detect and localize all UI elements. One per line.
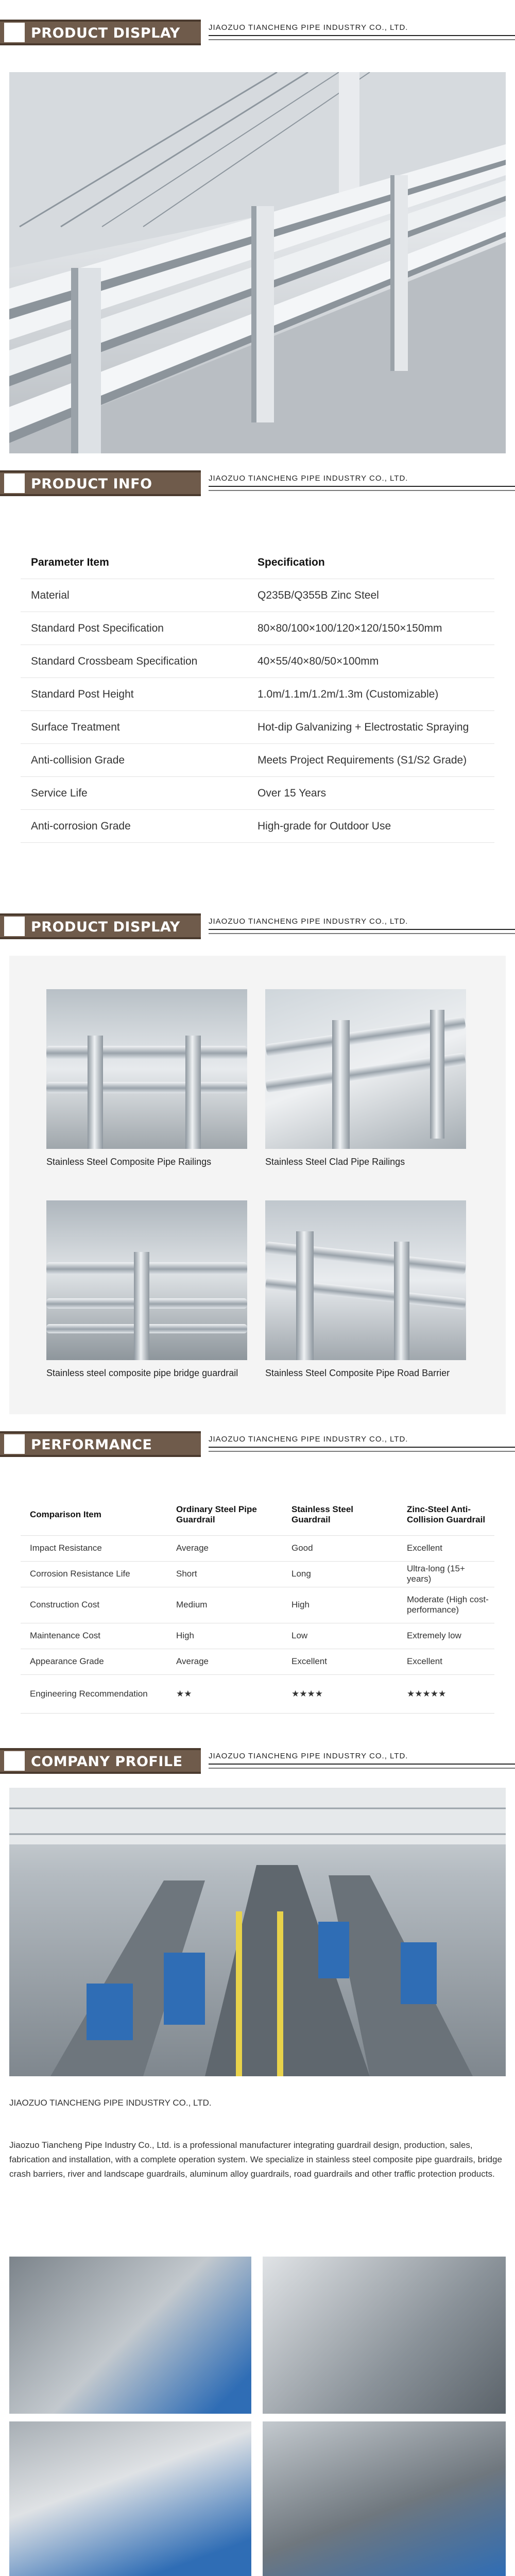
perf-cell: Moderate (High cost-performance) — [398, 1587, 494, 1623]
post — [394, 1242, 409, 1360]
perf-row — [21, 1649, 494, 1674]
spec-param: Standard Post Height — [21, 678, 247, 711]
spec-row — [21, 711, 494, 744]
banner-title-bar — [0, 913, 201, 939]
banner-square-icon — [4, 473, 25, 493]
rail — [265, 1278, 466, 1310]
perf-cell: Impact Resistance — [21, 1535, 167, 1561]
perf-row — [21, 1674, 494, 1713]
perf-cell: Low — [282, 1623, 398, 1649]
banner-title: PRODUCT DISPLAY — [31, 25, 180, 41]
perf-cell: Ultra-long (15+ years) — [398, 1561, 494, 1587]
perf-header-cell: Comparison Item — [21, 1494, 167, 1535]
perf-header-cell: Zinc-Steel Anti-Collision Guardrail — [398, 1494, 494, 1535]
perf-cell: Extremely low — [398, 1623, 494, 1649]
spec-table — [21, 546, 494, 843]
perf-row — [21, 1587, 494, 1623]
factory-drawing — [9, 1788, 506, 2076]
perf-cell: Excellent — [282, 1649, 398, 1674]
gallery-caption-3: Stainless steel composite pipe bridge guardrail — [46, 1368, 238, 1378]
perf-row — [21, 1623, 494, 1649]
banner-square-icon — [4, 917, 25, 936]
gallery-photo-4 — [265, 1200, 466, 1360]
perf-cell: Average — [167, 1649, 282, 1674]
spec-row — [21, 612, 494, 645]
spec-value: Q235B/Q355B Zinc Steel — [247, 579, 494, 612]
gallery-caption-1: Stainless Steel Composite Pipe Railings — [46, 1157, 212, 1167]
banner-title-bar — [0, 1748, 201, 1774]
spec-param: Standard Post Specification — [21, 612, 247, 645]
section-banner-info — [0, 466, 515, 500]
profile-heading: JIAOZUO TIANCHENG PIPE INDUSTRY CO., LTD. — [9, 2098, 212, 2108]
rail — [46, 1082, 247, 1093]
banner-rule — [209, 1447, 515, 1452]
banner-square-icon — [4, 23, 25, 42]
perf-cell: Long — [282, 1561, 398, 1587]
perf-cell: Good — [282, 1535, 398, 1561]
perf-cell: Average — [167, 1535, 282, 1561]
hero-photo-bridge-railing — [9, 72, 506, 453]
spec-param: Anti-corrosion Grade — [21, 810, 247, 843]
hero-railing-drawing — [9, 72, 506, 453]
rail — [46, 1046, 247, 1059]
banner-title: PERFORMANCE — [31, 1437, 152, 1453]
spec-header-cell: Specification — [247, 546, 494, 579]
spec-value: 40×55/40×80/50×100mm — [247, 645, 494, 678]
banner-company: JIAOZUO TIANCHENG PIPE INDUSTRY CO., LTD. — [209, 1752, 408, 1760]
banner-square-icon — [4, 1434, 25, 1454]
banner-company: JIAOZUO TIANCHENG PIPE INDUSTRY CO., LTD. — [209, 474, 408, 483]
perf-cell: ★★★★★ — [398, 1674, 494, 1713]
perf-cell: High — [167, 1623, 282, 1649]
banner-rule — [209, 486, 515, 491]
banner-title-bar — [0, 20, 201, 45]
perf-cell: Excellent — [398, 1535, 494, 1561]
gallery-caption-4: Stainless Steel Composite Pipe Road Barrier — [265, 1368, 450, 1378]
factory-grid-photo-4 — [263, 2421, 506, 2576]
banner-title: PRODUCT INFO — [31, 476, 152, 492]
factory-photo-main — [9, 1788, 506, 2076]
post — [332, 1020, 350, 1149]
perf-cell: ★★★★ — [282, 1674, 398, 1713]
spec-param: Standard Crossbeam Specification — [21, 645, 247, 678]
banner-company: JIAOZUO TIANCHENG PIPE INDUSTRY CO., LTD. — [209, 917, 408, 926]
spec-param: Surface Treatment — [21, 711, 247, 744]
rail — [265, 1242, 466, 1275]
perf-cell: Short — [167, 1561, 282, 1587]
perf-cell: Corrosion Resistance Life — [21, 1561, 167, 1587]
spec-value: Over 15 Years — [247, 777, 494, 810]
spec-param: Anti-collision Grade — [21, 744, 247, 777]
perf-cell: Maintenance Cost — [21, 1623, 167, 1649]
spec-param: Material — [21, 579, 247, 612]
section-banner-profile — [0, 1744, 515, 1778]
spec-header-row — [21, 546, 494, 579]
perf-row — [21, 1561, 494, 1587]
spec-param: Service Life — [21, 777, 247, 810]
perf-cell: Excellent — [398, 1649, 494, 1674]
perf-header-cell: Stainless Steel Guardrail — [282, 1494, 398, 1535]
spec-value: 1.0m/1.1m/1.2m/1.3m (Customizable) — [247, 678, 494, 711]
factory-grid-photo-2 — [263, 2257, 506, 2414]
perf-row — [21, 1535, 494, 1561]
spec-value: Meets Project Requirements (S1/S2 Grade) — [247, 744, 494, 777]
perf-cell: Medium — [167, 1587, 282, 1623]
perf-cell: Engineering Recommendation — [21, 1674, 167, 1713]
post — [430, 1010, 444, 1139]
gallery-caption-2: Stainless Steel Clad Pipe Railings — [265, 1157, 405, 1167]
perf-cell: ★★ — [167, 1674, 282, 1713]
post — [185, 1036, 201, 1149]
perf-header-row — [21, 1494, 494, 1535]
spec-row — [21, 645, 494, 678]
banner-rule — [209, 35, 515, 40]
spec-value: 80×80/100×100/120×120/150×150mm — [247, 612, 494, 645]
factory-grid-photo-1 — [9, 2257, 251, 2414]
profile-intro: Jiaozuo Tiancheng Pipe Industry Co., Ltd. is a professional manufacturer integrating guardrail design, production, sales, fabrication and installation, with a complete operation system. We specialize in stainless steel composite pipe guardrails, bridge crash barriers, river and landscape guardrails, aluminum alloy guardrails, road guardrails and other traffic protection products. — [9, 2140, 502, 2179]
gallery-photo-1 — [46, 989, 247, 1149]
performance-table — [21, 1494, 494, 1714]
gallery-photo-2 — [265, 989, 466, 1149]
perf-cell: Appearance Grade — [21, 1649, 167, 1674]
banner-rule — [209, 929, 515, 934]
section-banner-display-2 — [0, 909, 515, 943]
banner-title-bar — [0, 1431, 201, 1457]
spec-value: Hot-dip Galvanizing + Electrostatic Spraying — [247, 711, 494, 744]
perf-cell: Construction Cost — [21, 1587, 167, 1623]
post — [134, 1252, 149, 1360]
banner-title: COMPANY PROFILE — [31, 1754, 183, 1770]
spec-row — [21, 744, 494, 777]
banner-title: PRODUCT DISPLAY — [31, 919, 180, 935]
spec-header-cell: Parameter Item — [21, 546, 247, 579]
banner-rule — [209, 1764, 515, 1769]
section-banner-performance — [0, 1427, 515, 1461]
spec-row — [21, 810, 494, 843]
spec-row — [21, 678, 494, 711]
factory-grid-photo-3 — [9, 2421, 251, 2576]
post — [296, 1231, 314, 1360]
banner-company: JIAOZUO TIANCHENG PIPE INDUSTRY CO., LTD. — [209, 23, 408, 32]
banner-square-icon — [4, 1751, 25, 1771]
banner-title-bar — [0, 470, 201, 496]
perf-header-cell: Ordinary Steel Pipe Guardrail — [167, 1494, 282, 1535]
perf-cell: High — [282, 1587, 398, 1623]
spec-row — [21, 579, 494, 612]
post — [88, 1036, 103, 1149]
section-banner-display — [0, 15, 515, 49]
spec-row — [21, 777, 494, 810]
spec-value: High-grade for Outdoor Use — [247, 810, 494, 843]
banner-company: JIAOZUO TIANCHENG PIPE INDUSTRY CO., LTD. — [209, 1435, 408, 1444]
gallery-photo-3 — [46, 1200, 247, 1360]
